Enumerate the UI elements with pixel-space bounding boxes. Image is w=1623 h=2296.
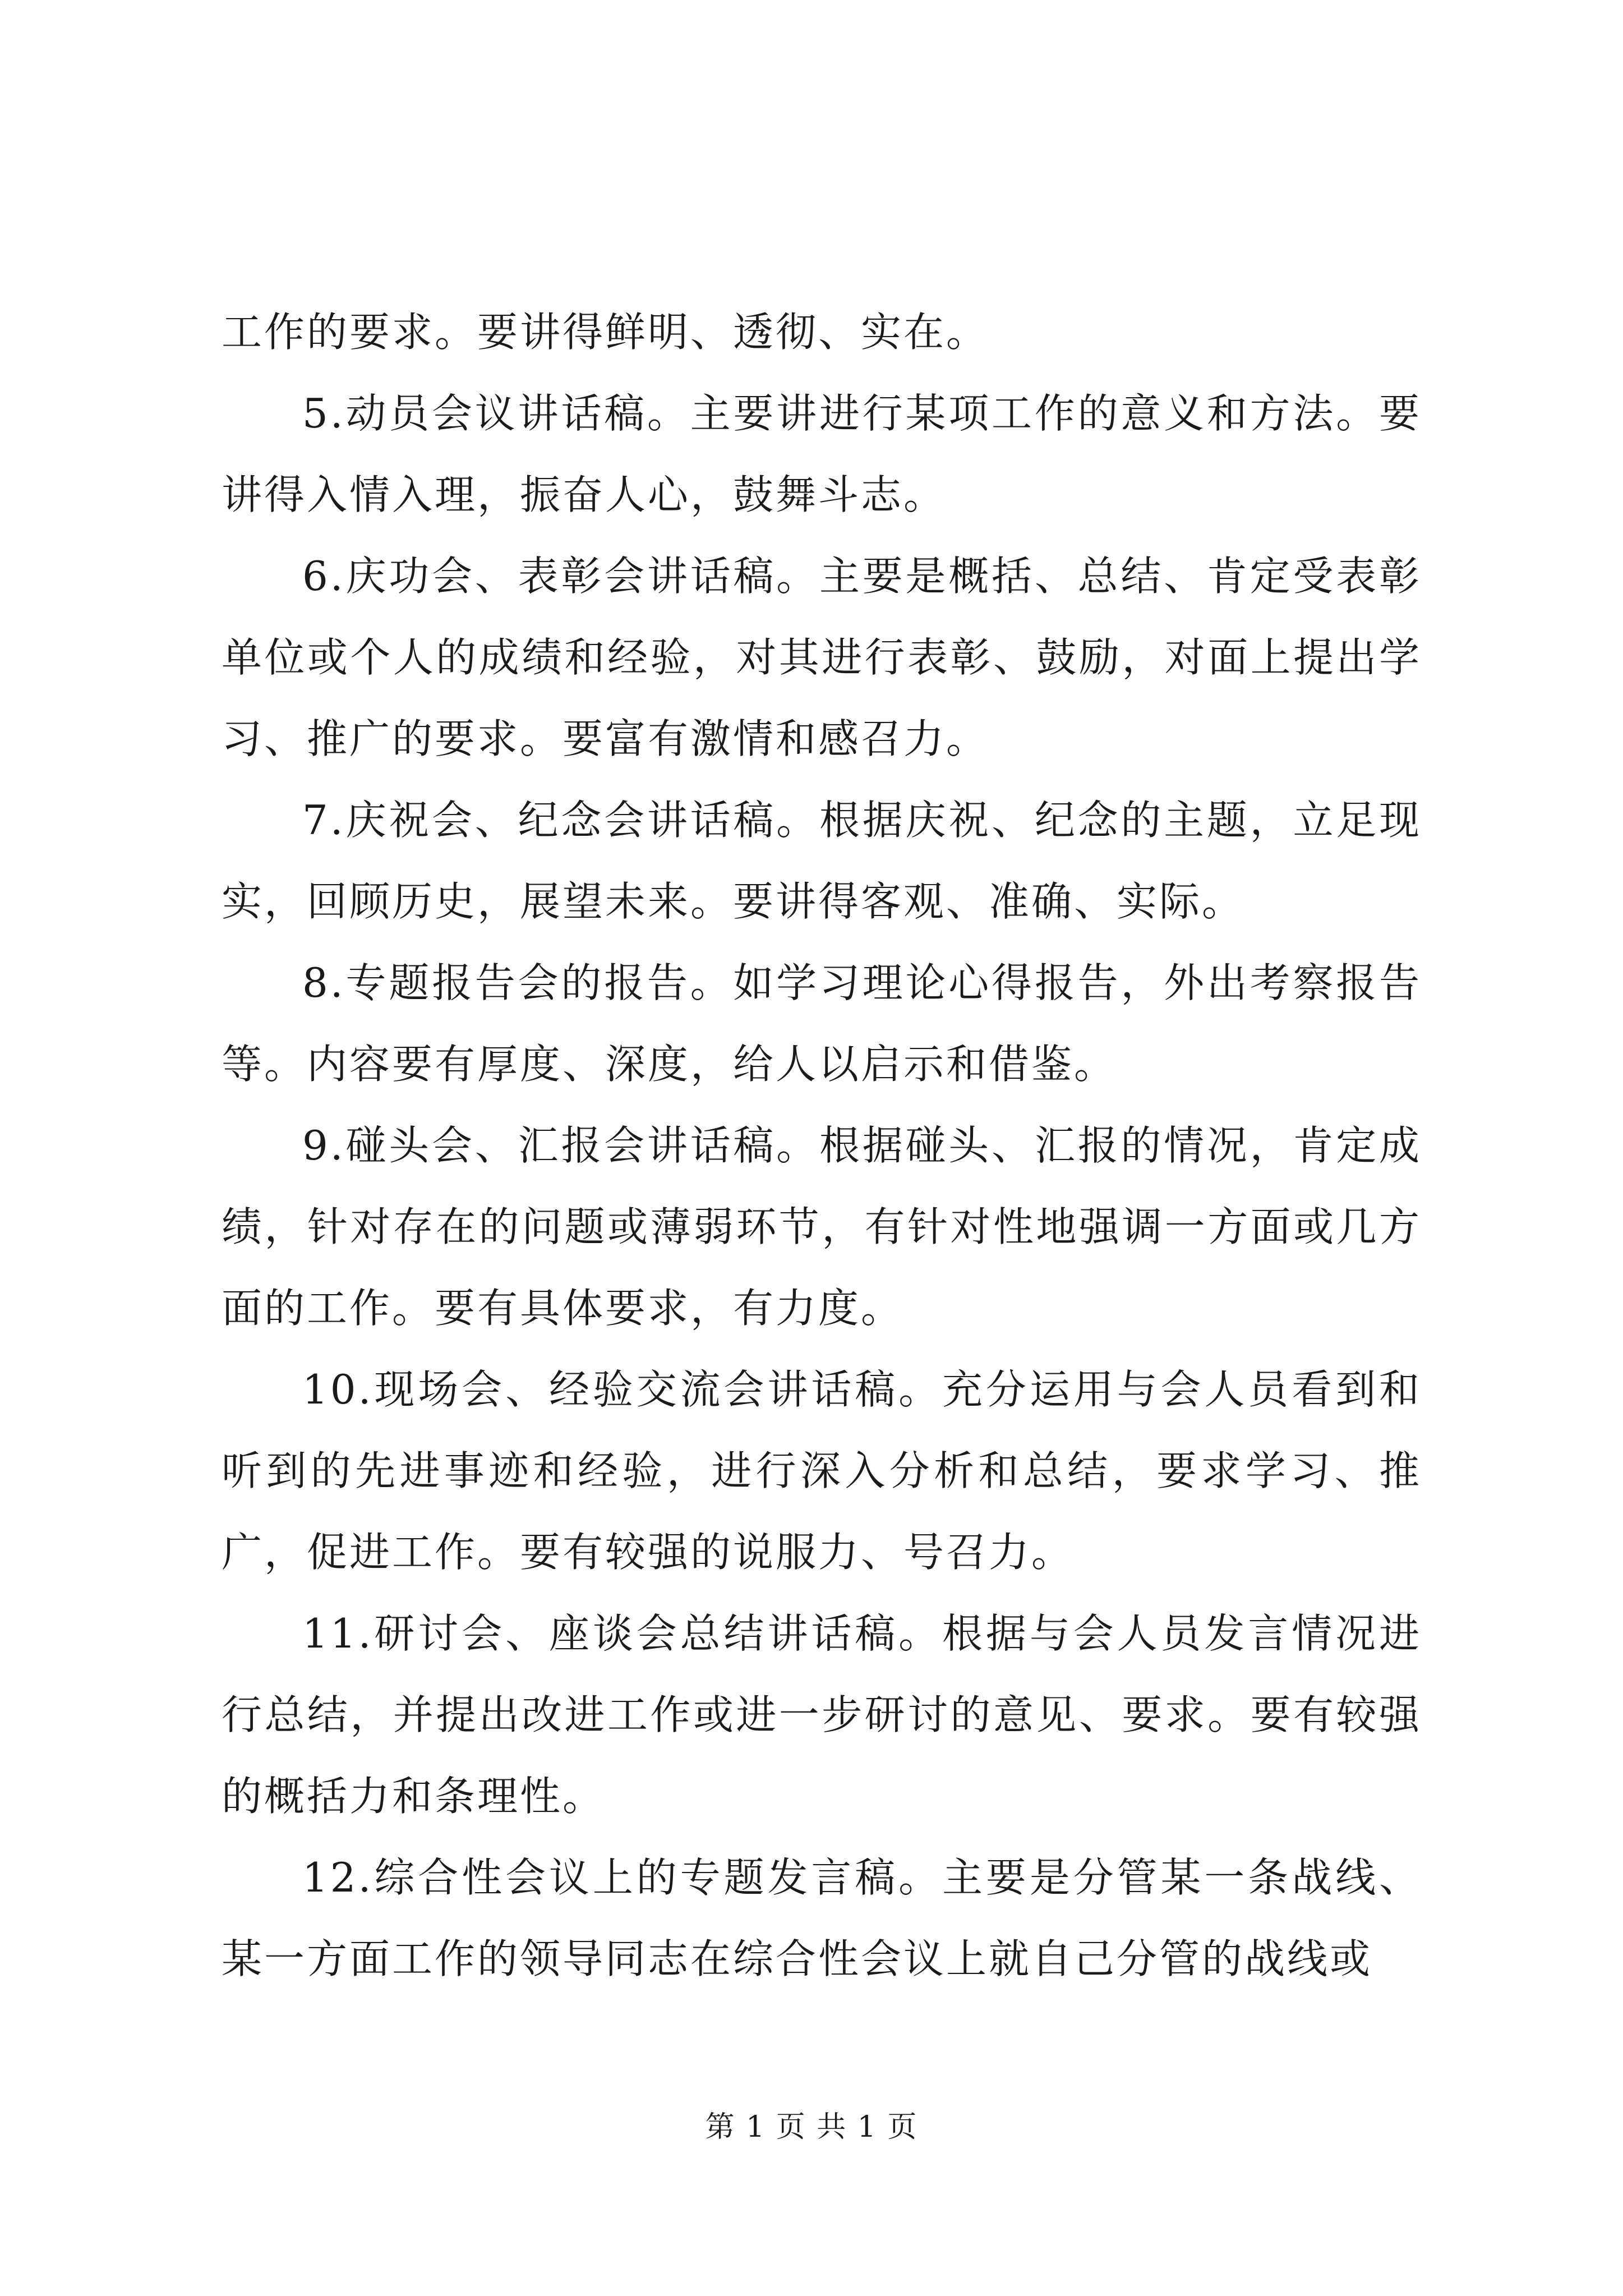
paragraph-item-5: 5.动员会议讲话稿。主要讲进行某项工作的意义和方法。要讲得入情入理，振奋人心，鼓舞斗志。	[222, 390, 1422, 518]
paragraph-item-10: 10.现场会、经验交流会讲话稿。充分运用与会人员看到和听到的先进事迹和经验，进行深入分析和总结，要求学习、推广，促进工作。要有较强的说服力、号召力。	[222, 1366, 1422, 1576]
paragraph-item-8: 8.专题报告会的报告。如学习理论心得报告，外出考察报告等。内容要有厚度、深度，给人以启示和借鉴。	[222, 959, 1422, 1088]
paragraph-item-9: 9.碰头会、汇报会讲话稿。根据碰头、汇报的情况，肯定成绩，针对存在的问题或薄弱环节，有针对性地强调一方面或几方面的工作。要有具体要求，有力度。	[222, 1122, 1422, 1332]
paragraph-item-12: 12.综合性会议上的专题发言稿。主要是分管某一条战线、某一方面工作的领导同志在综合性会议上就自己分管的战线或	[222, 1854, 1422, 1982]
paragraph-continued: 工作的要求。要讲得鲜明、透彻、实在。	[222, 309, 989, 356]
paragraph-item-7: 7.庆祝会、纪念会讲话稿。根据庆祝、纪念的主题，立足现实，回顾历史，展望未来。要讲得客观、准确、实际。	[222, 797, 1422, 925]
paragraph-item-11: 11.研讨会、座谈会总结讲话稿。根据与会人员发言情况进行总结，并提出改进工作或进一步研讨的意见、要求。要有较强的概括力和条理性。	[222, 1610, 1422, 1820]
page-footer: 第 1 页 共 1 页	[705, 2110, 918, 2144]
paragraph-item-6: 6.庆功会、表彰会讲话稿。主要是概括、总结、肯定受表彰单位或个人的成绩和经验，对其进行表彰、鼓励，对面上提出学习、推广的要求。要富有激情和感召力。	[222, 553, 1422, 762]
document-body	[222, 292, 1422, 2000]
